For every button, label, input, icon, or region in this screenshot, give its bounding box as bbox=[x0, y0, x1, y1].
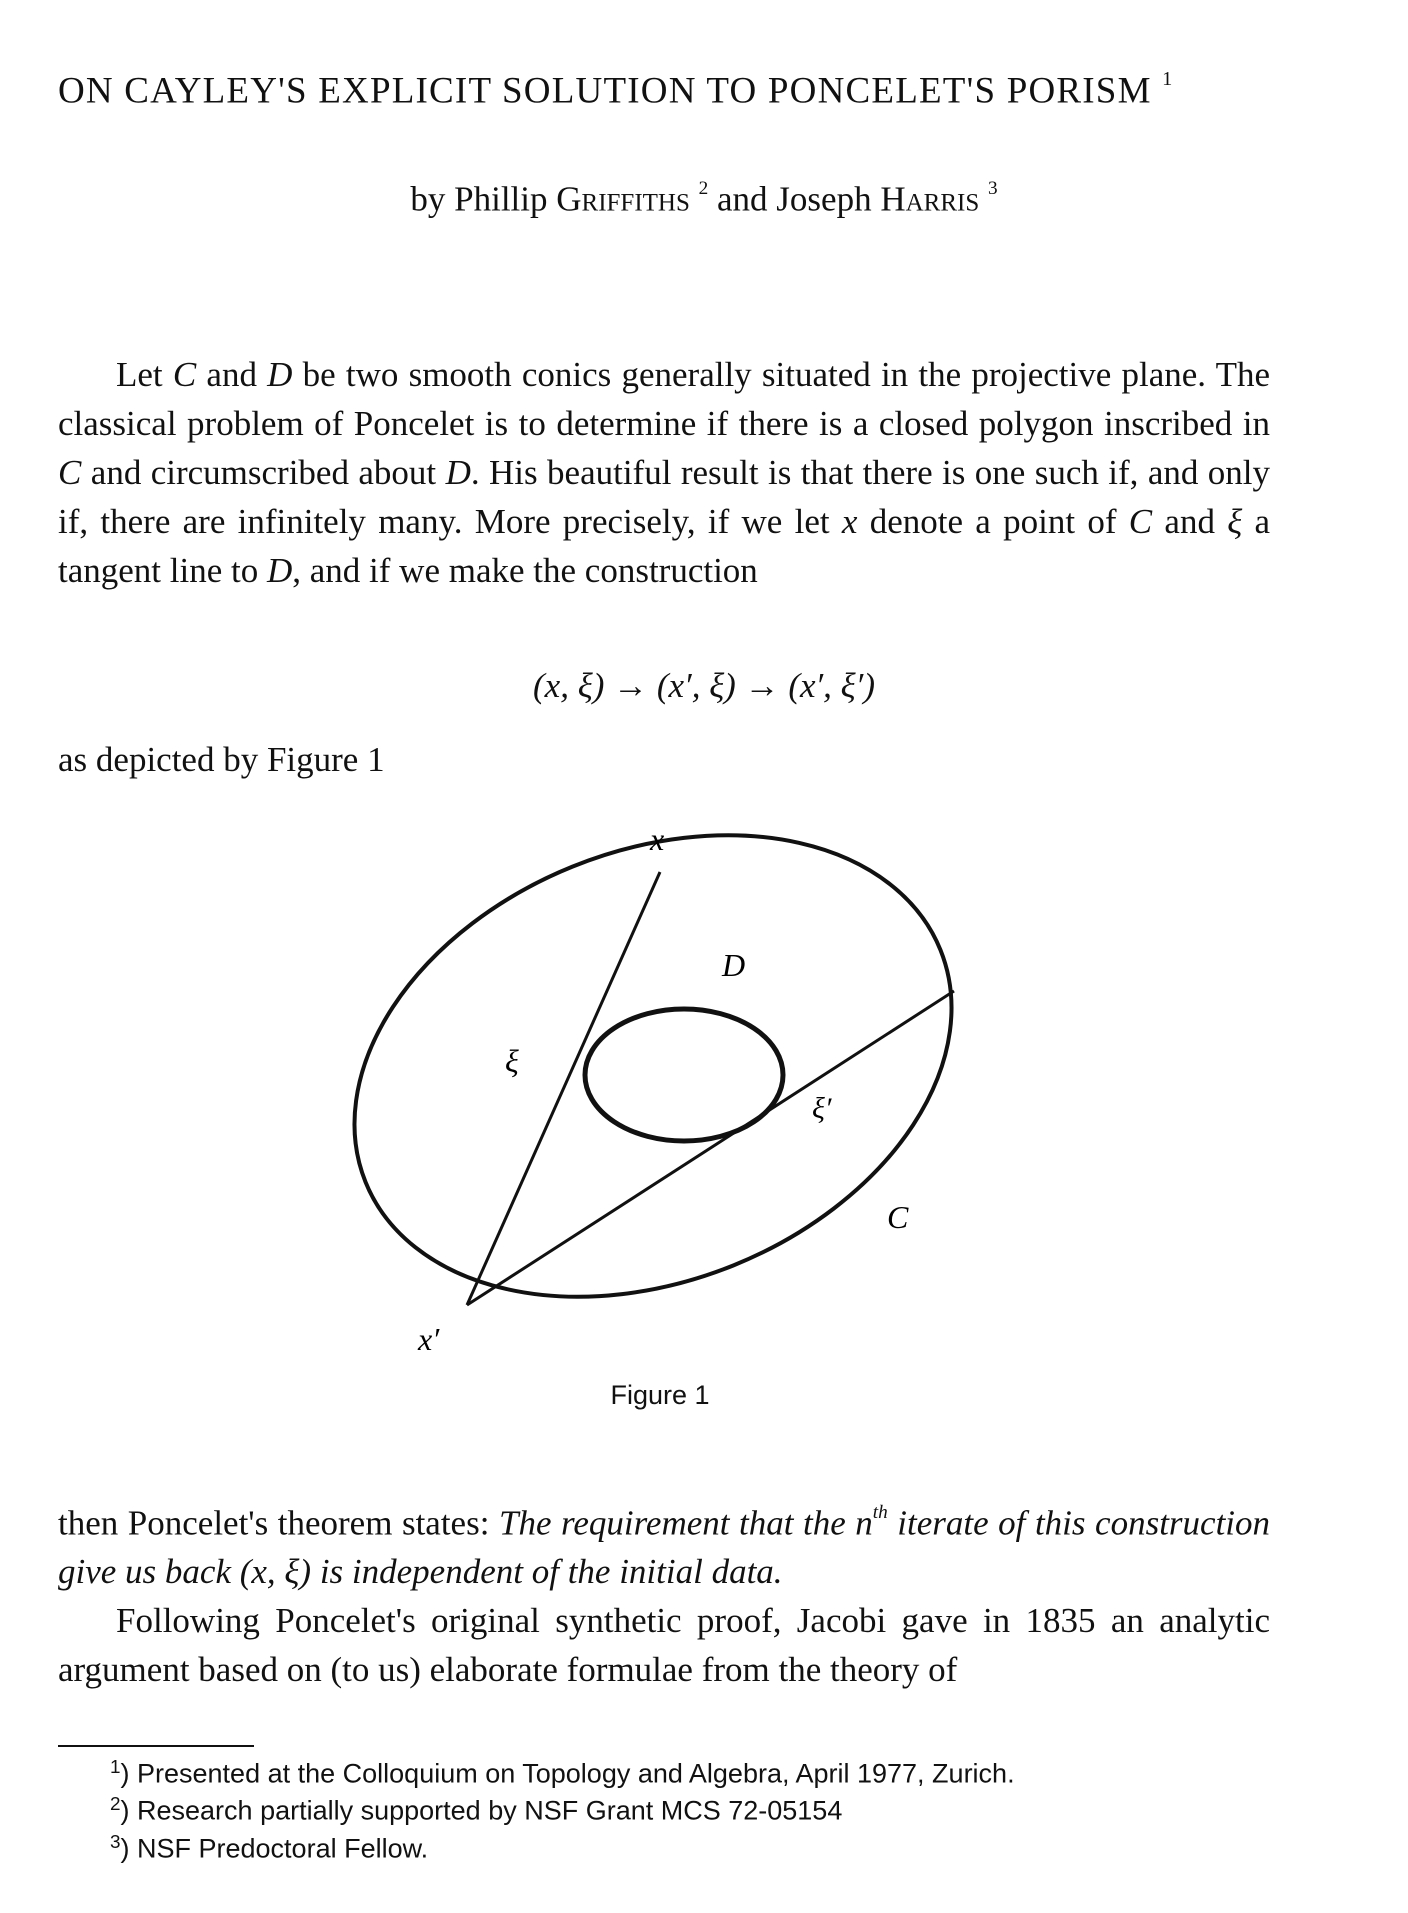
theorem-italic: iterate of this construction give us back bbox=[58, 1503, 1271, 1592]
paragraph-theorem bbox=[58, 1488, 1270, 1694]
figure-caption: Figure 1 bbox=[610, 1380, 710, 1410]
symbol-D: D bbox=[266, 551, 293, 590]
footnote-text: ) Research partially supported by NSF Grant MCS 72-05154 bbox=[120, 1795, 843, 1826]
author2-footnote-mark: 3 bbox=[988, 178, 998, 199]
symbol-C: C bbox=[172, 355, 197, 394]
title-text: ON CAYLEY'S EXPLICIT SOLUTION TO PONCELET'S PORISM bbox=[58, 70, 1152, 112]
p1-text: . His beautiful result is that there is one such if, and only if, there are infinitely many. More precisely, if we let bbox=[58, 453, 1271, 541]
footnote-text: ) Presented at the Colloquium on Topology and Algebra, April 1977, Zurich. bbox=[120, 1758, 1015, 1789]
footnote-mark: 3 bbox=[110, 1831, 121, 1853]
footnote-text: ) NSF Predoctoral Fellow. bbox=[120, 1833, 429, 1864]
p1-text: and circumscribed about bbox=[90, 453, 437, 492]
title-footnote-mark: 1 bbox=[1162, 68, 1174, 90]
label-xi-prime: ξ′ bbox=[812, 1092, 832, 1125]
symbol-D: D bbox=[445, 453, 471, 492]
p1-text: , and if we make the construction bbox=[292, 551, 758, 590]
symbol-pair: (x, ξ) bbox=[239, 1552, 312, 1592]
symbol-n: n bbox=[855, 1503, 873, 1543]
p1-text: and bbox=[1164, 502, 1215, 541]
display-formula: (x, ξ) → (x′, ξ) → (x′, ξ′) bbox=[533, 666, 875, 705]
tangent-line-xi-prime bbox=[467, 991, 954, 1305]
byline bbox=[0, 178, 1408, 219]
footnote-mark: 1 bbox=[110, 1757, 121, 1778]
footnote-mark: 2 bbox=[110, 1794, 121, 1816]
footnotes bbox=[110, 1752, 1015, 1864]
p1-text: and bbox=[206, 355, 257, 394]
byline-prefix: by Phillip bbox=[410, 179, 548, 219]
label-x: x bbox=[650, 821, 665, 857]
paragraph-intro bbox=[58, 350, 1270, 595]
footnote-1 bbox=[110, 1752, 1015, 1789]
figure-1-poncelet-diagram bbox=[0, 810, 1408, 1370]
symbol-D: D bbox=[267, 355, 293, 394]
symbol-C: C bbox=[58, 453, 82, 492]
footnote-3 bbox=[110, 1827, 1015, 1864]
symbol-x: x bbox=[841, 502, 858, 541]
p1-text: be two smooth conics generally situated in the projective plane. The classical problem of Poncelet is to determine if there is a closed polygon inscribed in bbox=[58, 355, 1270, 443]
p1-text: Let bbox=[116, 355, 163, 394]
paper-title bbox=[58, 68, 1358, 112]
theorem-italic: is independent of the initial data. bbox=[319, 1552, 783, 1592]
conic-C bbox=[285, 810, 1021, 1370]
author1-footnote-mark: 2 bbox=[698, 178, 709, 199]
symbol-xi: ξ bbox=[1227, 502, 1243, 541]
label-D: D bbox=[722, 947, 746, 983]
label-xi: ξ bbox=[505, 1043, 519, 1079]
as-depicted-text: as depicted by Figure 1 bbox=[58, 740, 385, 779]
superscript-th: th bbox=[872, 1502, 888, 1523]
label-C: C bbox=[887, 1199, 909, 1235]
tangent-line-xi bbox=[467, 872, 660, 1305]
p1-text: a tangent line to bbox=[58, 502, 1271, 590]
footnote-rule bbox=[58, 1745, 254, 1747]
byline-conjunction: and Joseph bbox=[717, 179, 872, 219]
label-x-prime: x′ bbox=[418, 1321, 440, 1357]
theorem-italic: The requirement that the bbox=[498, 1503, 846, 1543]
p1-text: denote a point of bbox=[869, 502, 1117, 541]
theorem-statement bbox=[58, 1488, 1270, 1596]
author-griffiths: Griffiths bbox=[556, 179, 690, 219]
theorem-lead: then Poncelet's theorem states: bbox=[58, 1503, 490, 1543]
symbol-C: C bbox=[1128, 502, 1153, 541]
footnote-2 bbox=[110, 1789, 1015, 1826]
author-harris: Harris bbox=[880, 179, 980, 219]
paragraph-jacobi: Following Poncelet's original synthetic proof, Jacobi gave in 1835 an analytic argument based on (to us) elaborate formulae from the theory of bbox=[58, 1601, 1270, 1690]
